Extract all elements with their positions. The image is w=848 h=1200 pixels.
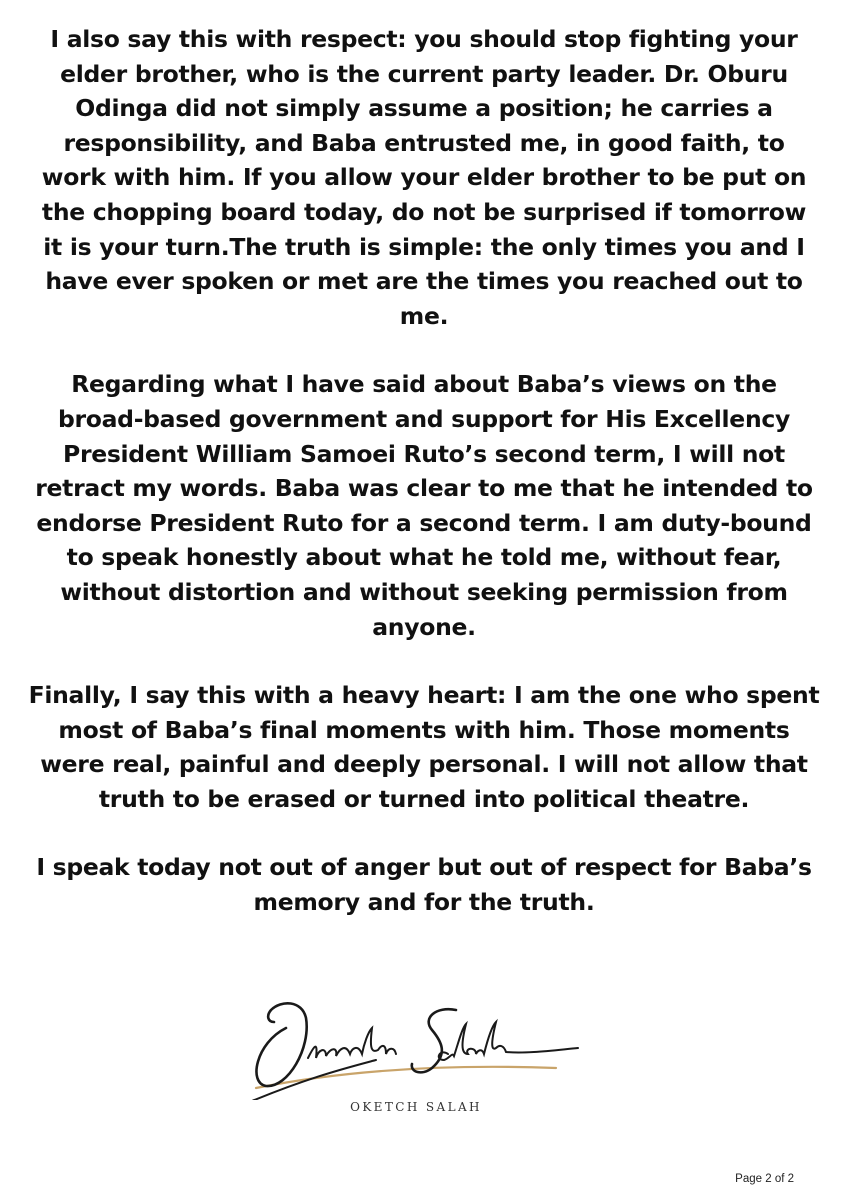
paragraph-4: I speak today not out of anger but out of respect for Baba’s memory and for the truth. [36, 853, 812, 917]
signature-printed-name: OKETCH SALAH [350, 1100, 482, 1114]
paragraph-3: Finally, I say this with a heavy heart: I am the one who spent most of Baba’s final moments with him. Those moments were real, painful and deeply personal. I will not allow that truth to be erased or turned into political theatre. [28, 681, 820, 813]
paragraph-1: I also say this with respect: you should stop fighting your elder brother, who is the current party leader. Dr. Oburu Odinga did not simply assume a position; he carries a responsibility, and Baba entrusted me, in good faith, to work with him. If you allow your elder brother to be put on the chopping board today, do not be surprised if tomorrow it is your turn.The truth is simple: the only times you and I have ever spoken or met are the times you reached out to me. [41, 25, 807, 330]
handwritten-signature [226, 988, 606, 1100]
signature-block [226, 988, 606, 1128]
document-body [0, 22, 848, 954]
paragraph-2: Regarding what I have said about Baba’s views on the broad-based government and support for His Excellency President William Samoei Ruto’s second term, I will not retract my words. Baba was clear to me that he intended to endorse President Ruto for a second term. I am duty-bound to speak honestly about what he told me, without fear, without distortion and without seeking permission from anyone. [35, 370, 813, 641]
page-number: Page 2 of 2 [735, 1173, 794, 1185]
